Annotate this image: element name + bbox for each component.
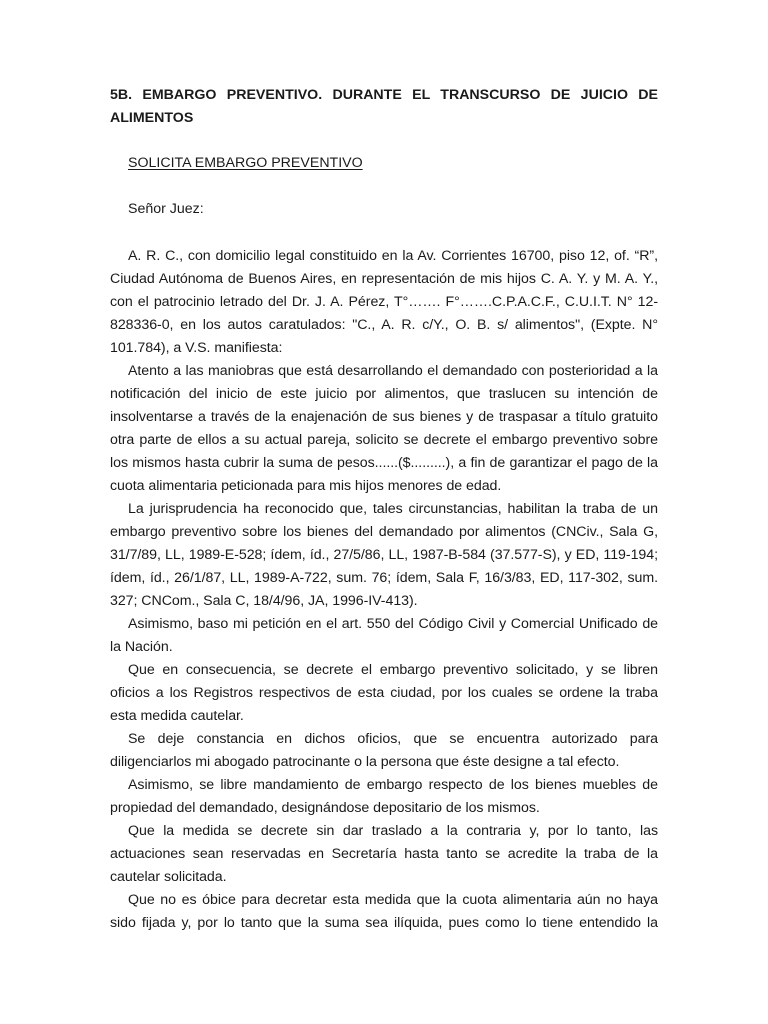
paragraph-request: Atento a las maniobras que está desarrollando el demandado con posterioridad a la notificación del inicio de este juicio por alimentos, que traslucen su intención de insolventarse a través de la enajenación de sus bienes y de traspasar a título gratuito otra parte de ellos a su actual pareja, solicito se decrete el embargo preventivo sobre los mismos hasta cubrir la suma de pesos......($.........), a fin de garantizar el pago de la cuota alimentaria peticionada para mis hijos menores de edad.	[110, 363, 658, 494]
document-title: 5B. EMBARGO PREVENTIVO. DURANTE EL TRANSCURSO DE JUICIO DE ALIMENTOS	[110, 87, 658, 126]
paragraph-authorization: Se deje constancia en dichos oficios, que se encuentra autorizado para diligenciarlos mi abogado patrocinante o la persona que éste designe a tal efecto.	[110, 731, 658, 770]
paragraph-no-notice: Que la medida se decrete sin dar traslado a la contraria y, por lo tanto, las actuaciones sean reservadas en Secretaría hasta tanto se acredite la traba de la cautelar solicitada.	[110, 823, 658, 885]
paragraph-jurisprudence: La jurisprudencia ha reconocido que, tales circunstancias, habilitan la traba de un embargo preventivo sobre los bienes del demandado por alimentos (CNCiv., Sala G, 31/7/89, LL, 1989-E-528; ídem, íd., 27/5/86, LL, 1987-B-584 (37.577-S), y ED, 119-194; ídem, íd., 26/1/87, LL, 1989-A-722, sum. 76; ídem, Sala F, 16/3/83, ED, 117-302, sum. 327; CNCom., Sala C, 18/4/96, JA, 1996-IV-413).	[110, 501, 658, 609]
salutation: Señor Juez:	[128, 201, 204, 217]
paragraph-identification: A. R. C., con domicilio legal constituido en la Av. Corrientes 16700, piso 12, of. “R”, Ciudad Autónoma de Buenos Aires, en representación de mis hijos C. A. Y. y M. A. Y., con el patrocinio letrado del Dr. J. A. Pérez, T°……. F°…….C.P.A.C.F., C.U.I.T. N° 12-828336-0, en los autos caratulados: "C., A. R. c/Y., O. B. s/ alimentos", (Expte. N° 101.784), a V.S. manifiesta:	[110, 248, 658, 356]
paragraph-legal-basis: Asimismo, baso mi petición en el art. 550 del Código Civil y Comercial Unificado de la Nación.	[110, 616, 658, 655]
paragraph-illiquid-amount: Que no es óbice para decretar esta medida que la cuota alimentaria aún no haya sido fijada y, por lo tanto que la suma sea ilíquida, pues como lo tiene entendido la	[110, 892, 658, 931]
paragraph-registry-orders: Que en consecuencia, se decrete el embargo preventivo solicitado, y se libren oficios a los Registros respectivos de esta ciudad, por los cuales se ordene la traba esta medida cautelar.	[110, 662, 658, 724]
paragraph-movable-goods: Asimismo, se libre mandamiento de embargo respecto de los bienes muebles de propiedad del demandado, designándose depositario de los mismos.	[110, 777, 658, 816]
document-subtitle: SOLICITA EMBARGO PREVENTIVO	[128, 155, 363, 171]
document-body	[110, 245, 658, 935]
